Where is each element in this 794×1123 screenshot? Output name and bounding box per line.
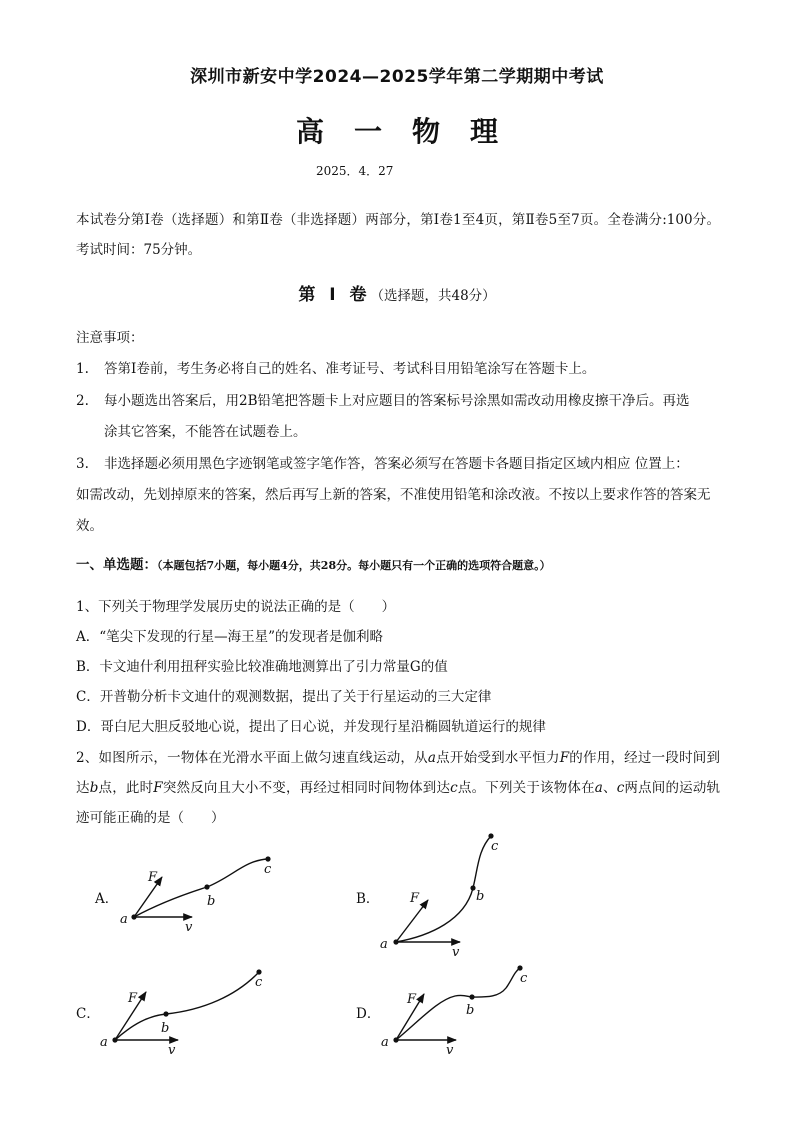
stem-var: F xyxy=(153,780,163,796)
stem-var: c xyxy=(616,780,625,796)
notice-text: 答第Ⅰ卷前，考生务必将自己的姓名、准考证号、考试科目用铅笔涂写在答题卡上。 xyxy=(104,361,596,377)
point-c-dot xyxy=(488,833,493,838)
point-b-label: b xyxy=(476,889,485,904)
mc-section-heading xyxy=(76,553,551,573)
point-b-dot xyxy=(469,994,474,999)
section-note: （选择题，共48分） xyxy=(370,288,496,304)
stem-var: c xyxy=(450,780,458,796)
stem-text: 突然反向且大小不变，再经过相同时间物体到达 xyxy=(162,780,451,796)
point-b-label: b xyxy=(207,894,216,909)
stem-text: 、 xyxy=(602,780,617,796)
point-c-dot xyxy=(256,969,261,974)
figure-option-c xyxy=(98,962,278,1062)
notice-text-continued: 涂其它答案，不能答在试题卷上。 xyxy=(104,424,307,440)
point-b-dot xyxy=(163,1011,168,1016)
exam-intro: 本试卷分第Ⅰ卷（选择题）和第Ⅱ卷（非选择题）两部分，第Ⅰ卷1至4页，第Ⅱ卷5至7页。全卷满分:100分。考试时间：75分钟。 xyxy=(76,212,720,258)
point-b-label: b xyxy=(466,1003,475,1018)
figure-option-c-label: C． xyxy=(76,1006,100,1022)
question-2 xyxy=(76,743,720,833)
stem-var: F xyxy=(559,750,570,766)
subject-title: 高一物理 xyxy=(295,115,528,148)
notice-number: 3. xyxy=(76,456,89,472)
velocity-label: v xyxy=(446,1043,454,1058)
point-a-label: a xyxy=(100,1035,108,1050)
force-label: F xyxy=(407,992,417,1007)
point-c-label: c xyxy=(520,971,528,986)
mc-section-lead: 一、单选题： xyxy=(76,557,157,573)
stem-var: a xyxy=(594,780,603,796)
stem-text: 2、如图所示，一物体在光滑水平面上做匀速直线运动，从 xyxy=(76,750,428,766)
stem-var: a xyxy=(427,750,436,766)
school-title: 深圳市新安中学2024—2025学年第二学期期中考试 xyxy=(190,67,604,87)
stem-text: 点，此时 xyxy=(98,780,154,796)
question-1 xyxy=(76,592,720,742)
notice-text: 每小题选出答案后，用2B铅笔把答题卡上对应题目的答案标号涂黑如需改动用橡皮擦干净后。再选 xyxy=(104,393,690,409)
figure-option-d-label: D． xyxy=(356,1006,381,1022)
point-c-label: c xyxy=(491,839,499,854)
question-stem xyxy=(76,743,720,833)
option-b: B．卡文迪什利用扭秤实验比较准确地测算出了引力常量G的值 xyxy=(76,659,448,675)
point-b-dot xyxy=(470,885,475,890)
stem-text: 点开始受到水平恒力 xyxy=(435,750,560,766)
figure-option-a xyxy=(110,845,300,945)
point-a-label: a xyxy=(381,1035,389,1050)
point-a-dot xyxy=(131,914,136,919)
point-a-label: a xyxy=(120,912,128,927)
stem-text: 点。下列关于该物体在 xyxy=(457,780,595,796)
option-c: C．开普勒分析卡文迪什的观测数据，提出了关于行星运动的三大定律 xyxy=(76,689,492,705)
point-a-dot xyxy=(393,1037,398,1042)
force-arrow xyxy=(396,900,428,942)
force-label: F xyxy=(148,870,158,885)
velocity-label: v xyxy=(185,920,193,935)
option-d: D．哥白尼大胆反驳地心说，提出了日心说，并发现行星沿椭圆轨道运行的规律 xyxy=(76,719,546,735)
velocity-label: v xyxy=(168,1043,176,1058)
point-a-label: a xyxy=(380,937,388,952)
stem-var: b xyxy=(89,780,99,796)
mc-section-note: （本题包括7小题，每小题4分，共28分。每小题只有一个正确的选项符合题意。） xyxy=(157,559,551,572)
question-stem: 1、下列关于物理学发展历史的说法正确的是（ ） xyxy=(76,599,396,615)
point-b-label: b xyxy=(161,1021,170,1036)
notice-item xyxy=(76,354,720,385)
point-a-dot xyxy=(112,1037,117,1042)
section-heading xyxy=(0,280,794,305)
stem-text: 的作用，经过一段时间到达 xyxy=(76,750,721,796)
point-c-label: c xyxy=(264,862,272,877)
section-title: 第 I 卷 xyxy=(298,285,371,305)
figure-option-b-label: B． xyxy=(356,891,380,907)
notice-text: 非选择题必须用黑色字迹钢笔或签字笔作答，答案必须写在答题卡各题目指定区域内相应 位置上： xyxy=(104,456,689,472)
figure-option-b xyxy=(370,830,530,960)
point-b-dot xyxy=(204,884,209,889)
stem-text: 两点间的运动轨迹可能正确的是（ ） xyxy=(76,780,721,826)
point-c-label: c xyxy=(255,975,263,990)
point-c-dot xyxy=(265,856,270,861)
notice-title: 注意事项： xyxy=(76,330,144,346)
option-a: A．“笔尖下发现的行星—海王星”的发现者是伽利略 xyxy=(76,629,384,645)
notice-number: 2. xyxy=(76,393,89,409)
figure-option-d xyxy=(380,958,550,1058)
notice-text-continued: 如需改动，先划掉原来的答案，然后再写上新的答案，不准使用铅笔和涂改液。不按以上要求作答的答案无效。 xyxy=(76,487,711,534)
point-c-dot xyxy=(517,965,522,970)
point-a-dot xyxy=(393,939,398,944)
notice-item xyxy=(76,449,720,542)
figure-option-a-label: A． xyxy=(95,891,119,907)
notice-item xyxy=(76,386,720,448)
velocity-label: v xyxy=(452,945,460,960)
notice-number: 1. xyxy=(76,361,89,377)
exam-date: 2025．4．27 xyxy=(316,164,394,178)
force-label: F xyxy=(410,891,420,906)
force-label: F xyxy=(128,991,138,1006)
